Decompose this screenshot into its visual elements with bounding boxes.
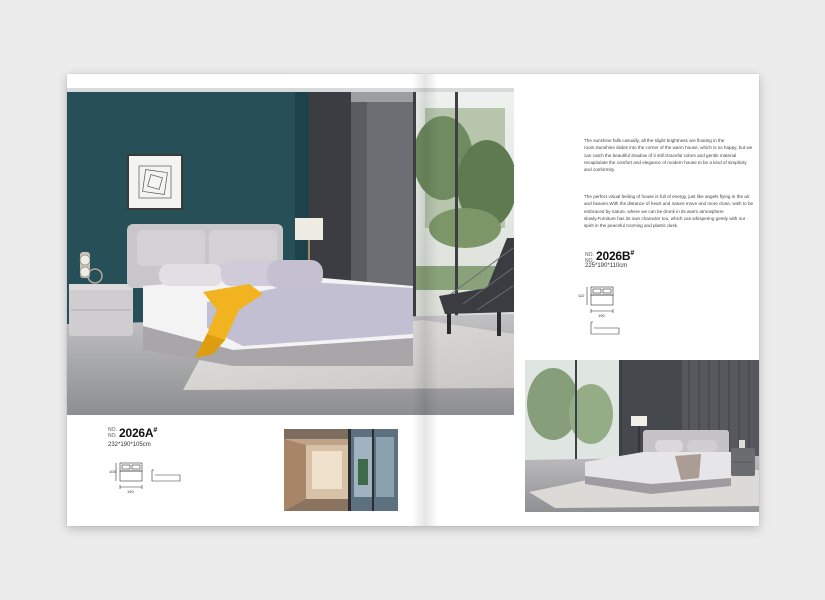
model-mark: # [153, 427, 158, 434]
catalog-spread [67, 74, 759, 526]
dim-height-b: 110 [578, 293, 585, 298]
model-mark: # [630, 250, 635, 257]
intro-paragraph: The sunshine falls casually, all the slight brightness are floating in the room.Sunshine slides into the corner of the warm house, which is so happy, but we can catch the beautiful shadow of it still.Graceful colors and gentle material recapitulate the comfort and elegance of modern house to be a kind of simplicity and conformity. [584, 138, 753, 173]
model-no-label-alt: NO. [585, 258, 594, 264]
dim-height-a: 105 [109, 469, 116, 474]
model-no-label: NO. [108, 427, 117, 433]
bed-line-drawing-2026b [577, 284, 623, 342]
interior-glass-photo [284, 429, 398, 511]
secondary-bedroom-photo [525, 360, 759, 512]
dim-width-b: 190 [598, 313, 605, 318]
dim-width-a: 190 [127, 489, 134, 494]
model-code-2026b: 2026B# [596, 249, 635, 263]
hero-bedroom-photo [67, 88, 514, 415]
model-no-label: NO. [585, 252, 594, 258]
model-no-label-alt: NO. [108, 433, 117, 439]
bed-line-drawing-2026a [108, 460, 188, 496]
model-code-2026a: 2026A# [119, 426, 158, 440]
model-dimensions: 225*190*110cm [585, 263, 628, 269]
secondary-paragraph: The perfect visual feeling of house is full of energy, just like angels flying in the air and heaven.With the distance of heart and nature move and more close, wish to be embraced by nature, where we can be drunk in its warm atmosphere slowly.Furniture has its own character too, which can whispering gently with our spirit in the peaceful morning and plastic dusk. [584, 194, 754, 229]
model-dimensions: 232*190*105cm [108, 442, 151, 448]
